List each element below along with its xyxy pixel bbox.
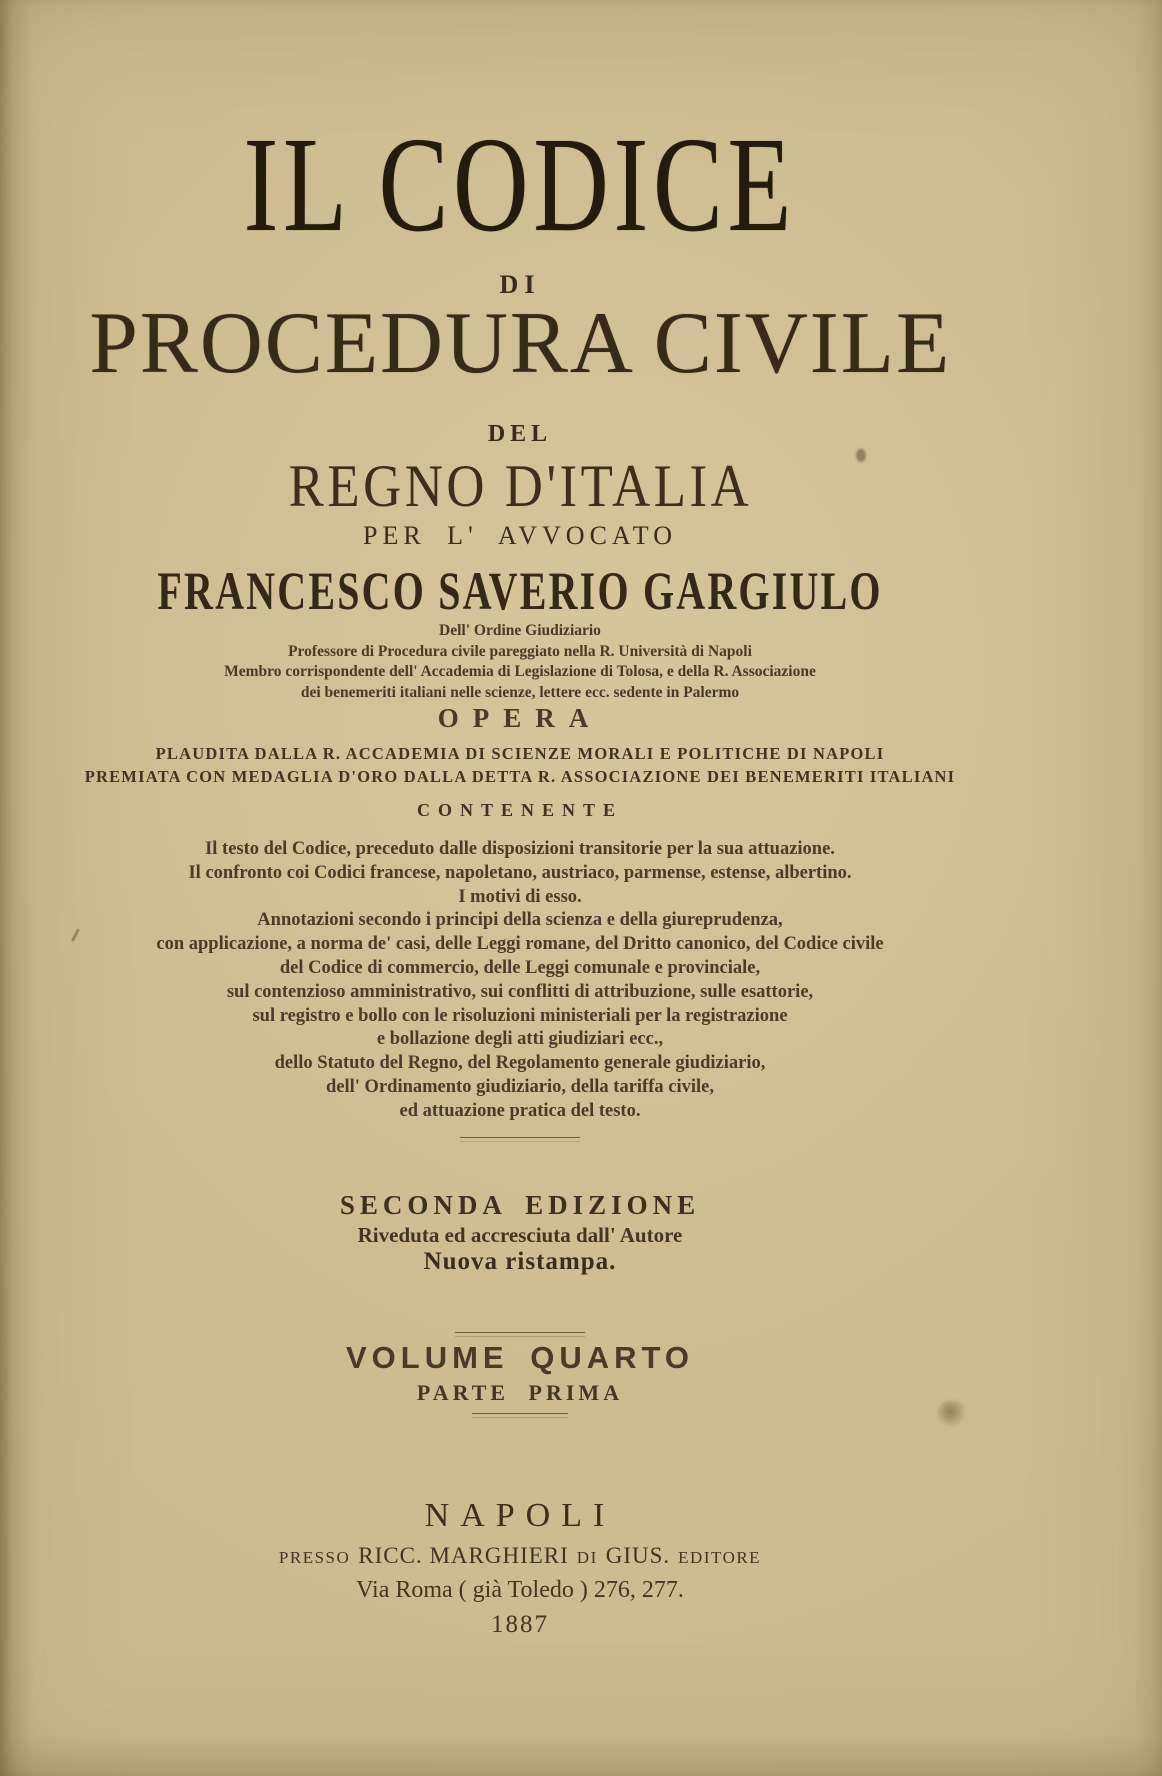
contents-line: Il testo del Codice, preceduto dalle disposizioni transitorie per la sua attuazione.: [205, 839, 835, 859]
imprint-year: 1887: [491, 1611, 549, 1638]
award-line: PLAUDITA DALLA R. ACCADEMIA DI SCIENZE MORALI E POLITICHE DI NAPOLI: [155, 744, 885, 763]
contents-line: con applicazione, a norma de' casi, delle Leggi romane, del Dritto canonico, del Codice civile: [156, 934, 884, 955]
contents-line: Annotazioni secondo i principi della scienza e della giureprudenza,: [257, 910, 783, 931]
edition-reprint: Nuova ristampa.: [423, 1248, 617, 1275]
main-title-text: IL CODICE: [243, 110, 797, 260]
contents-line: ed attuazione pratica del testo.: [399, 1100, 641, 1121]
contents-list: [0, 838, 1040, 1124]
edition-subline: Riveduta ed accresciuta dall' Autore: [357, 1223, 683, 1247]
volume-part: PARTE PRIMA: [416, 1380, 624, 1405]
credential-line: dei benemeriti italiani nelle scienze, lettere ecc. sedente in Palermo: [300, 683, 740, 701]
publisher-part: DI: [576, 1548, 598, 1567]
title-regno-ditalia: [0, 452, 1040, 521]
opera-heading: OPERA: [437, 703, 603, 733]
separator-rule: [460, 1137, 580, 1142]
publisher-part: EDITORE: [678, 1548, 762, 1567]
title-connector-di: DI: [499, 270, 541, 299]
separator-rule: [455, 1332, 585, 1337]
contents-line: dell' Ordinamento giudiziario, della tariffa civile,: [326, 1076, 714, 1097]
subtitle-text: PROCEDURA CIVILE: [89, 295, 951, 392]
author-name-text: FRANCESCO SAVERIO GARGIULO: [157, 561, 883, 621]
regno-text: REGNO D'ITALIA: [288, 453, 752, 519]
contents-line: del Codice di commercio, delle Leggi comunale e provinciale,: [279, 957, 761, 978]
byline-avvocato: PER L' AVVOCATO: [363, 521, 677, 550]
separator-rule: [472, 1413, 568, 1418]
contenente-heading: CONTENENTE: [416, 800, 624, 820]
contents-line: sul contenzioso amministrativo, sui conflitti di attribuzione, sulle esattorie,: [226, 981, 814, 1002]
contents-line: dello Statuto del Regno, del Regolamento generale giudiziario,: [274, 1053, 766, 1074]
imprint-city: NAPOLI: [424, 1497, 616, 1534]
publisher-part: GIUS.: [605, 1543, 671, 1568]
main-title: [0, 110, 1040, 260]
contents-line: sul registro e bollo con le risoluzioni ministeriali per la registrazione: [252, 1005, 788, 1026]
contents-line: I motivi di esso.: [458, 886, 582, 907]
imprint-address: Via Roma ( già Toledo ) 276, 277.: [356, 1577, 684, 1603]
publisher-part: PRESSO: [278, 1548, 351, 1567]
contents-line: Il confronto coi Codici francese, napoletano, austriaco, parmense, estense, albertino.: [188, 862, 852, 883]
credential-line: Dell' Ordine Giudiziario: [439, 622, 601, 639]
opera-awards: [0, 742, 1040, 788]
title-connector-del: DEL: [487, 421, 553, 447]
contents-line: e bollazione degli atti giudiziari ecc.,: [376, 1029, 664, 1050]
credential-line: Professore di Procedura civile pareggiato nella R. Università di Napoli: [288, 642, 752, 660]
author-name: [0, 560, 1040, 622]
author-credentials: [0, 621, 1040, 703]
edition-heading: SECONDA EDIZIONE: [339, 1190, 701, 1220]
publisher-part: RICC. MARGHIERI: [358, 1543, 569, 1568]
award-line: PREMIATA CON MEDAGLIA D'ORO DALLA DETTA R. ASSOCIAZIONE DEI BENEMERITI ITALIANI: [84, 767, 956, 786]
imprint-publisher: [0, 1543, 1040, 1569]
credential-line: Membro corrispondente dell' Accademia di Legislazione di Tolosa, e della R. Associazione: [224, 663, 816, 680]
subtitle-procedura-civile: [0, 295, 1040, 392]
volume-heading: VOLUME QUARTO: [346, 1340, 694, 1375]
